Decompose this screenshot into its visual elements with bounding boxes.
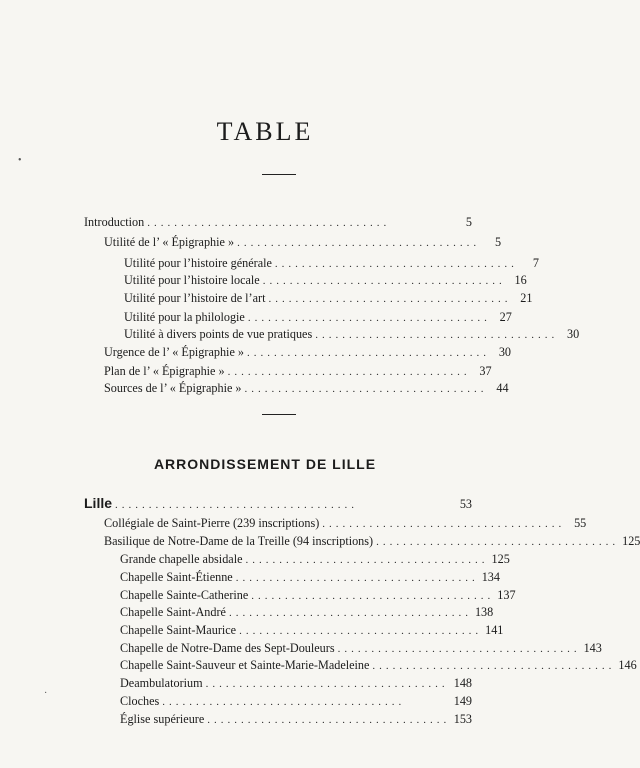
toc-entry: Introduction .................................... 5 <box>84 215 472 229</box>
toc-label: Chapelle Saint-André <box>120 605 226 619</box>
toc-page: 134 <box>481 570 500 584</box>
toc-page: 143 <box>583 641 602 655</box>
toc-entry: Chapelle Sainte-Catherine .................................... 137 <box>120 588 516 602</box>
toc-label: Grande chapelle absidale <box>120 552 243 566</box>
toc-entry: Basilique de Notre-Dame de la Treille (94 inscriptions) .................................... 125 <box>104 534 640 548</box>
toc-page: 16 <box>514 273 527 287</box>
toc-entry: Sources de l’ « Épigraphie » .................................... 44 <box>104 381 509 395</box>
toc-label: Utilité de l’ « Épigraphie » <box>104 235 235 249</box>
toc-page: 148 <box>453 676 472 690</box>
toc-page: 44 <box>496 381 509 395</box>
page-title: TABLE <box>216 117 314 146</box>
toc-entry: Utilité pour l’histoire de l’art .................................... 21 <box>124 291 533 305</box>
toc-page: 146 <box>618 658 637 672</box>
toc-entry: Urgence de l’ « Épigraphie » .................................... 30 <box>104 345 511 359</box>
toc-entry: Chapelle de Notre-Dame des Sept-Douleurs .................................... 143 <box>120 641 602 655</box>
toc-label: Chapelle Sainte-Catherine <box>120 588 249 602</box>
toc-page: 149 <box>453 694 472 708</box>
toc-page: 138 <box>474 605 494 619</box>
toc-label: Basilique de Notre-Dame de la Treille (94 inscriptions) <box>104 534 374 548</box>
toc-page: 141 <box>485 623 504 637</box>
toc-page: 7 <box>532 256 539 270</box>
toc-label: Sources de l’ « Épigraphie » <box>104 381 242 395</box>
toc-page: 5 <box>494 235 502 249</box>
toc-label: Utilité pour la philologie <box>124 310 245 324</box>
toc-page: 125 <box>491 552 510 566</box>
toc-entry: Église supérieure .................................... 153 <box>120 712 472 726</box>
toc-entry: Chapelle Saint-Étienne .................................... 134 <box>120 570 500 584</box>
toc-page: 55 <box>574 516 587 530</box>
toc-entry: Utilité pour la philologie .................................... 27 <box>124 310 512 324</box>
toc-label: Plan de l’ « Épigraphie » <box>104 364 225 378</box>
scan-speck: · <box>44 688 48 699</box>
toc-entry: Grande chapelle absidale .................................... 125 <box>120 552 510 566</box>
section-rule <box>262 414 296 415</box>
toc-label: Collégiale de Saint-Pierre (239 inscriptions) <box>104 516 320 530</box>
toc-entry: Collégiale de Saint-Pierre (239 inscriptions) .................................... 55 <box>104 516 587 530</box>
toc-page: 30 <box>567 327 580 341</box>
toc-label: Deambulatorium <box>120 676 203 690</box>
title-rule <box>262 174 296 175</box>
toc-page: 37 <box>479 364 492 378</box>
toc-label: Utilité pour l’histoire de l’art <box>124 291 266 305</box>
toc-label: Utilité pour l’histoire locale <box>124 273 260 287</box>
toc-entry: Cloches .................................... 149 <box>120 694 472 708</box>
toc-page: 137 <box>497 588 516 602</box>
toc-page: 21 <box>520 291 533 305</box>
toc-label: Chapelle de Notre-Dame des Sept-Douleurs <box>120 641 335 655</box>
toc-entry: Plan de l’ « Épigraphie » .................................... 37 <box>104 364 492 378</box>
toc-label: Utilité à divers points de vue pratiques <box>124 327 313 341</box>
toc-page: 27 <box>499 310 512 324</box>
toc-entry: Utilité pour l’histoire locale .................................... 16 <box>124 273 527 287</box>
toc-entry: Deambulatorium .................................... 148 <box>120 676 472 690</box>
toc-label: Chapelle Saint-Maurice <box>120 623 237 637</box>
toc-label: Introduction <box>84 215 145 229</box>
toc-entry: Chapelle Saint-Sauveur et Sainte-Marie-Madeleine .................................... 146 <box>120 658 637 672</box>
toc-entry: Utilité pour l’histoire générale .................................... 7 <box>124 256 539 270</box>
toc-label: Chapelle Saint-Sauveur et Sainte-Marie-Madeleine <box>120 658 370 672</box>
toc-page: 5 <box>465 215 472 229</box>
toc-entry: Lille .................................... 53 <box>84 495 472 511</box>
toc-label: Lille <box>84 495 113 511</box>
toc-entry: Chapelle Saint-André .................................... 138 <box>120 605 494 619</box>
toc-label: Urgence de l’ « Épigraphie » <box>104 345 244 359</box>
toc-page: 53 <box>459 497 472 511</box>
section-title: ARRONDISSEMENT DE LILLE <box>153 456 377 472</box>
toc-entry: Utilité à divers points de vue pratiques .................................... 30 <box>124 327 580 341</box>
toc-entry: Utilité de l’ « Épigraphie » .................................... 5 <box>104 235 502 249</box>
toc-label: Église supérieure <box>120 712 205 726</box>
toc-label: Utilité pour l’histoire générale <box>124 256 272 270</box>
toc-label: Cloches <box>120 694 160 708</box>
toc-page: 30 <box>498 345 511 359</box>
scan-speck: • <box>18 155 22 166</box>
toc-label: Chapelle Saint-Étienne <box>120 570 233 584</box>
toc-entry: Chapelle Saint-Maurice .................................... 141 <box>120 623 504 637</box>
toc-page: 125 <box>622 534 640 548</box>
toc-page: 153 <box>453 712 472 726</box>
